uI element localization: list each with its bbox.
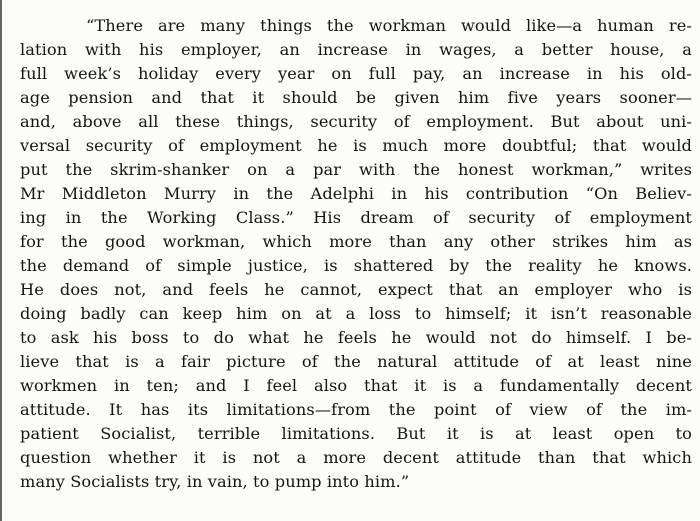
text-line-20: many Socialists try, in vain, to pump into him.” bbox=[20, 472, 410, 491]
text-line-12: He does not, and feels he cannot, expect that an employer who is bbox=[20, 280, 692, 299]
column-rule bbox=[0, 0, 2, 521]
text-line-16: workmen in ten; and I feel also that it is a fundamentally decent bbox=[20, 376, 692, 395]
text-line-13: doing badly can keep him on at a loss to himself; it isn’t reasonable bbox=[20, 304, 692, 323]
text-line-8: Mr Middleton Murry in the Adelphi in his contribution “On Believ- bbox=[20, 184, 692, 203]
text-line-4: age pension and that it should be given him five years sooner— bbox=[20, 88, 692, 107]
text-line-19: question whether it is not a more decent attitude than that which bbox=[20, 448, 692, 467]
text-line-9: ing in the Working Class.” His dream of security of employment bbox=[20, 208, 692, 227]
text-line-1: “There are many things the workman would like—a human re- bbox=[86, 16, 692, 35]
text-line-18: patient Socialist, terrible limitations. But it is at least open to bbox=[20, 424, 692, 443]
text-line-17: attitude. It has its limitations—from the point of view of the im- bbox=[20, 400, 692, 419]
text-line-14: to ask his boss to do what he feels he would not do himself. I be- bbox=[20, 328, 692, 347]
text-line-11: the demand of simple justice, is shattered by the reality he knows. bbox=[20, 256, 692, 275]
text-line-5: and, above all these things, security of employment. But about uni- bbox=[20, 112, 692, 131]
text-line-2: lation with his employer, an increase in wages, a better house, a bbox=[20, 40, 692, 59]
text-line-7: put the skrim-shanker on a par with the honest workman,” writes bbox=[20, 160, 692, 179]
text-line-15: lieve that is a fair picture of the natural attitude of at least nine bbox=[20, 352, 692, 371]
text-line-10: for the good workman, which more than any other strikes him as bbox=[20, 232, 692, 251]
text-line-6: versal security of employment he is much more doubtful; that would bbox=[20, 136, 692, 155]
text-line-3: full week’s holiday every year on full pay, an increase in his old- bbox=[20, 64, 692, 83]
